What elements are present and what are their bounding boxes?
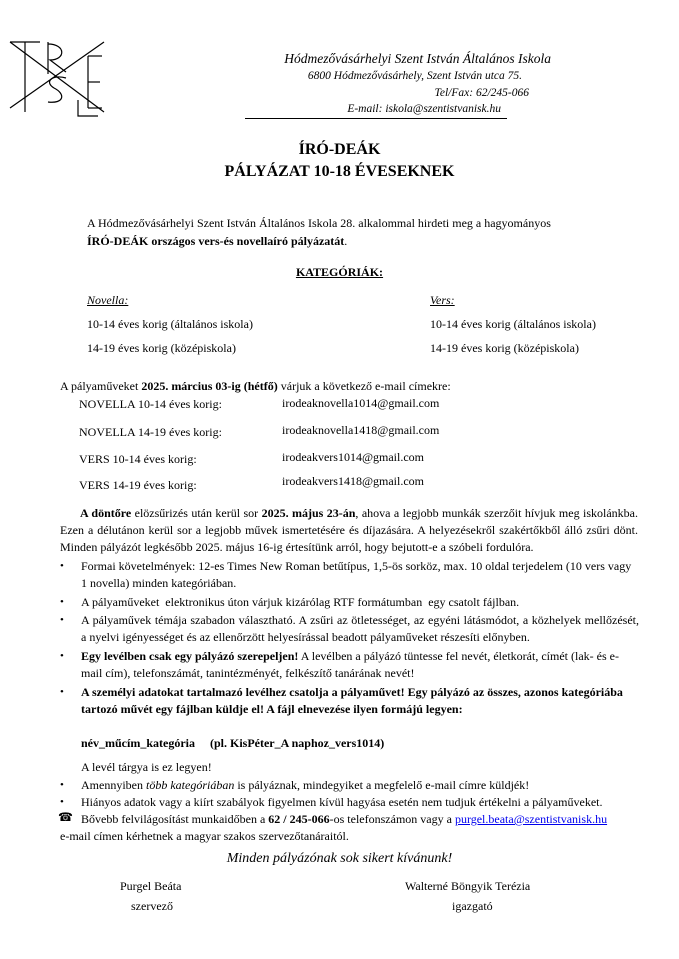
email-address: irodeaknovella1418@gmail.com [282,423,440,437]
final-bold1: A döntőre [80,506,132,520]
email-label: NOVELLA 14-19 éves korig: [79,425,222,439]
category-vers-item: 14-19 éves korig (középiskola) [430,341,579,355]
bullet-icon: • [60,796,64,808]
info-phone: 62 / 245-066 [268,812,330,826]
email-label: VERS 14-19 éves korig: [79,478,197,492]
deadline-text [60,378,451,394]
category-novella-item: 14-19 éves korig (középiskola) [87,341,236,355]
rule6-post: is pályáznak, mindegyiket a megfelelő e-mail címre küldjék! [234,778,530,792]
intro-line2-end: . [344,234,348,248]
rule6-ital: több kategóriában [146,778,235,792]
email-label: NOVELLA 10-14 éves korig: [79,397,222,411]
info-pre: Bővebb felvilágosítást munkaidőben a [81,812,269,826]
rule4-rest: A levélben a pályázó tüntesse fel nevét, életkorát, címét (lak- és e-mail cím), telefonszámát, tanintézményét, felkészítő tanárának nevét! [81,649,619,680]
title-line1: ÍRÓ-DEÁK [298,141,381,158]
rule4-bold: Egy levélben csak egy pályázó szerepeljen! [81,649,299,663]
email-address: irodeakvers1418@gmail.com [282,474,425,488]
rule-item [81,648,639,682]
school-address: 6800 Hódmezővásárhely, Szent István utca 75. [307,70,522,82]
closing-wish: Minden pályázónak sok sikert kívánunk! [226,851,453,866]
intro-line1: A Hódmezővásárhelyi Szent István Általános Iskola 28. alkalommal hirdeti meg a hagyományos [87,216,551,230]
category-novella-title: Novella: [87,293,129,307]
bullet-icon: • [60,686,64,698]
bullet-icon: • [60,596,64,608]
final-mid1: elözsűrizés után kerül sor [131,506,262,520]
bullet-icon: • [60,614,64,626]
signature-right-name: Walterné Böngyik Terézia [405,879,531,893]
title-line2: PÁLYÁZAT 10-18 ÉVESEKNEK [224,163,455,180]
info-line1 [81,811,607,827]
intro-line2 [87,233,347,249]
intro-contest-name: ÍRÓ-DEÁK országos vers-és novellaíró pályázatát [87,234,345,248]
bullet-icon: • [60,560,64,572]
rule-item: A személyi adatokat tartalmazó levélhez csatolja a pályaművet! Egy pályázó az összes, azonos kategóriába tartozó művét egy fájlban küldje el! A fájl elnevezése ilyen formájú legyen: [81,685,623,716]
school-name: Hódmezővásárhelyi Szent István Általános Iskola [284,51,551,66]
rule-item: A pályaműveket elektronikus úton várjuk kizárólag RTF formátumban egy csatolt fájlban. [81,595,520,609]
info-line2: e-mail címen kérhetnek a magyar szakos szervezőtanáraitól. [60,829,349,843]
school-telfax: Tel/Fax: 62/245-066 [434,87,529,99]
deadline-date: 2025. március 03-ig (hétfő) [141,379,278,393]
rule-item: Formai követelmények: 12-es Times New Roman betűtípus, 1,5-ös sorköz, max. 10 oldal terjedelem (10 vers vagy 1 novella) minden kategóriában. [81,559,632,590]
category-vers-item: 10-14 éves korig (általános iskola) [430,317,596,331]
category-novella-item: 10-14 éves korig (általános iskola) [87,317,253,331]
final-date: 2025. május 23-án [261,506,356,520]
final-rest: , ahova a legjobb munkák szerzőit hívjuk meg iskolánkba. Ezen a délutánon kerül sor a legjobb művek ismertetésére és díjazására. A helyezésekről szakértőkből álló zsűri dönt. Minden pályázót legkésőbb 2025. május 16-ig értesítünk arról, hogy bejutott-e a szóbeli fordulóra. [60,506,638,554]
rule-item: A pályaművek témája szabadon választható. A zsűri az ötletességet, az egyéni látásmódot, a közhelyek mellőzését, a nyelvi igényességet és az ellenőrzött helyesírással beadott pályaműveket részesíti előnyben. [81,613,639,644]
email-label: VERS 10-14 éves korig: [79,452,197,466]
filename-format: név_műcím_kategória (pl. KisPéter_A naphoz_vers1014) [81,736,385,750]
final-paragraph [60,505,638,556]
deadline-post: várjuk a következő e-mail címekre: [277,379,451,393]
signature-left-role: szervező [131,899,173,913]
header-rule [245,118,507,119]
category-vers-title: Vers: [430,293,455,307]
bullet-icon: • [60,779,64,791]
email-address: irodeaknovella1014@gmail.com [282,396,440,410]
info-mid: -os telefonszámon vagy a [329,812,455,826]
rule6-pre: Amennyiben [81,778,146,792]
categories-heading: KATEGÓRIÁK: [295,265,384,279]
bullet-icon: • [60,650,64,662]
subject-line: A levél tárgya is ez legyen! [81,760,212,774]
school-email: E-mail: iskola@szentistvanisk.hu [347,103,501,115]
email-address: irodeakvers1014@gmail.com [282,450,425,464]
rule-item: Hiányos adatok vagy a kiírt szabályok figyelmen kívül hagyása esetén nem tudjuk értékelni a pályaműveket. [81,795,603,809]
organizer-email-link[interactable]: purgel.beata@szentistvanisk.hu [454,812,608,826]
deadline-pre: A pályaműveket [60,379,142,393]
signature-right-role: igazgató [452,899,493,913]
school-logo [8,38,106,118]
rule-item [81,777,529,793]
phone-icon: ☎ [58,810,73,824]
signature-left-name: Purgel Beáta [120,879,182,893]
